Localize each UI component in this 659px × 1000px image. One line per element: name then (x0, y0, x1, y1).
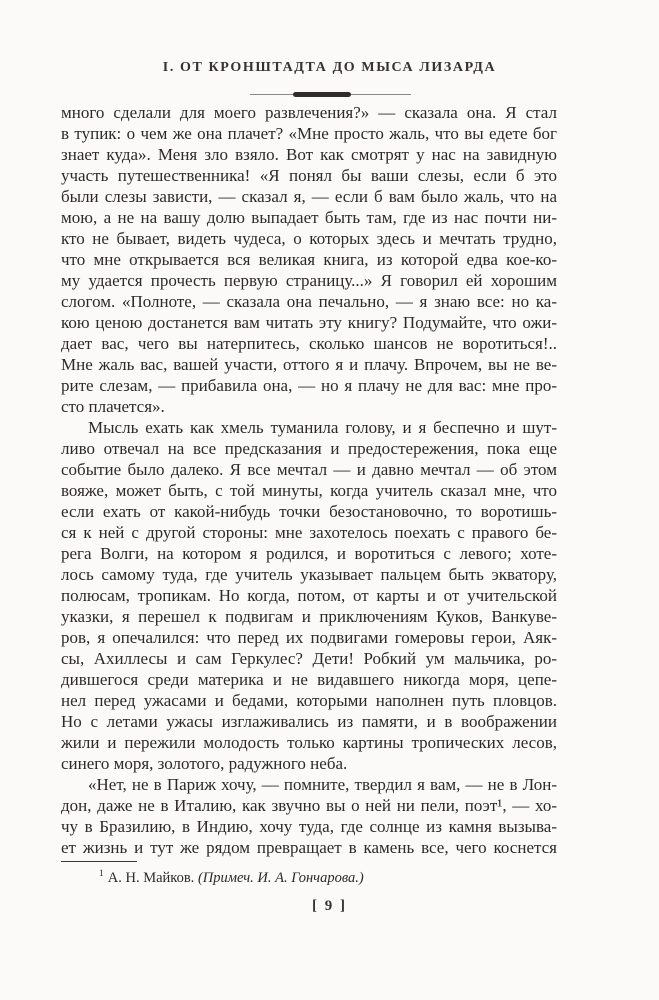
text-line: жили и пережили молодость только картины тропических лесов, (61, 733, 557, 752)
text-line: дон, даже не в Италию, как звучно вы о ней ни пели, поэт¹, — хо- (61, 796, 557, 815)
text-block (61, 102, 557, 858)
text-line: ливо отвечал на все предсказания и предостережения, пока еще (61, 439, 557, 458)
text-line: сто плачется». (61, 397, 165, 416)
text-line: мою, а не на вашу долю выпадает быть там, где из нас почти ни- (61, 208, 557, 227)
text-line: нел перед ужасами и бедами, которыми наполнен путь пловцов. (61, 691, 557, 710)
footnote-attribution: (Примеч. И. А. Гончарова.) (197, 870, 364, 886)
text-line: кою ценою достанется вам читать эту книгу? Подумайте, что ожи- (61, 313, 557, 332)
text-line: слогом. «Полноте, — сказала она печально, — я знаю все: но ка- (61, 292, 557, 311)
text-line: указки, я перешел к подвигам и приключениям Куков, Ванкуве- (61, 607, 557, 626)
header-divider (250, 90, 411, 99)
text-line: дает вас, чего вы натерпитесь, сколько шансов не воротиться!.. (61, 334, 557, 353)
text-line: кто не бывает, видеть чудеса, о которых здесь и мечтать трудно, (61, 229, 557, 248)
text-line: сы, Ахиллесы и сам Геркулес? Дети! Робкий ум мальчика, ро- (61, 649, 557, 668)
text-line: событие было далеко. Я все мечтал — и давно мечтал — об этом (61, 460, 557, 479)
page-number: [ 9 ] (312, 898, 347, 914)
text-line: что мне открывается вся великая книга, из которой едва кое-ко- (61, 250, 557, 269)
text-line: дившегося среди материка и не видавшего никогда моря, цепе- (61, 670, 557, 689)
footnote (61, 869, 557, 888)
chapter-header: I. ОТ КРОНШТАДТА ДО МЫСА ЛИЗАРДА (162, 60, 497, 75)
text-line: чу в Бразилию, в Индию, хочу туда, где солнце из камня вызыва- (61, 817, 557, 836)
footnote-text: А. Н. Майков. (107, 870, 198, 886)
footnote-marker: 1 (99, 869, 104, 880)
text-line: много сделали для моего развлечения?» — сказала она. Я стал (61, 103, 557, 122)
text-line: синего моря, золотого, радужного неба. (61, 754, 348, 773)
text-line: Мысль ехать как хмель туманила голову, и я беспечно и шут- (88, 418, 557, 437)
text-line: если ехать от какой-нибудь точки безостановочно, то воротишь- (61, 502, 557, 521)
text-line: вояже, может быть, с той минуты, когда учитель сказал мне, что (61, 481, 557, 500)
text-line: знает куда». Меня зло взяло. Вот как смотрят у нас на завидную (61, 145, 557, 164)
text-line: участь путешественника! «Я понял бы ваши слезы, если б это (61, 166, 557, 185)
text-line: му удается прочесть первую страницу...» Я говорил ей хорошим (61, 271, 557, 290)
text-line: рега Волги, на котором я родился, и воротиться с левого; хоте- (61, 544, 557, 563)
text-line: рите слезам, — прибавила она, — но я плачу не для вас: мне про- (61, 376, 557, 395)
divider-thick-bar (293, 92, 351, 97)
text-line: Но с летами ужасы изглаживались из памяти, и в воображении (61, 712, 557, 731)
footnote-rule (61, 861, 137, 862)
text-line: «Нет, не в Париж хочу, — помните, твердил я вам, — не в Лон- (88, 775, 557, 794)
text-line: Мне жаль вас, вашей участи, оттого я и плачу. Впрочем, вы не ве- (61, 355, 557, 374)
text-line: были слезы зависти, — сказал я, — если б вам было жаль, что на (61, 187, 557, 206)
text-line: ся к ней с другой стороны: мне захотелось поехать с правого бе- (61, 523, 557, 542)
text-line: лось самому туда, где учитель указывает пальцем быть экватору, (61, 565, 557, 584)
text-line: ров, я опечалился: что перед их подвигами гомеровы герои, Аяк- (61, 628, 557, 647)
text-line: ет жизнь и тут же рядом превращает в камень все, чего коснется (61, 838, 557, 857)
text-line: полюсам, тропикам. Но когда, потом, от карты и от учительской (61, 586, 557, 605)
text-line: в тупик: о чем же она плачет? «Мне просто жаль, что вы едете бог (61, 124, 557, 143)
